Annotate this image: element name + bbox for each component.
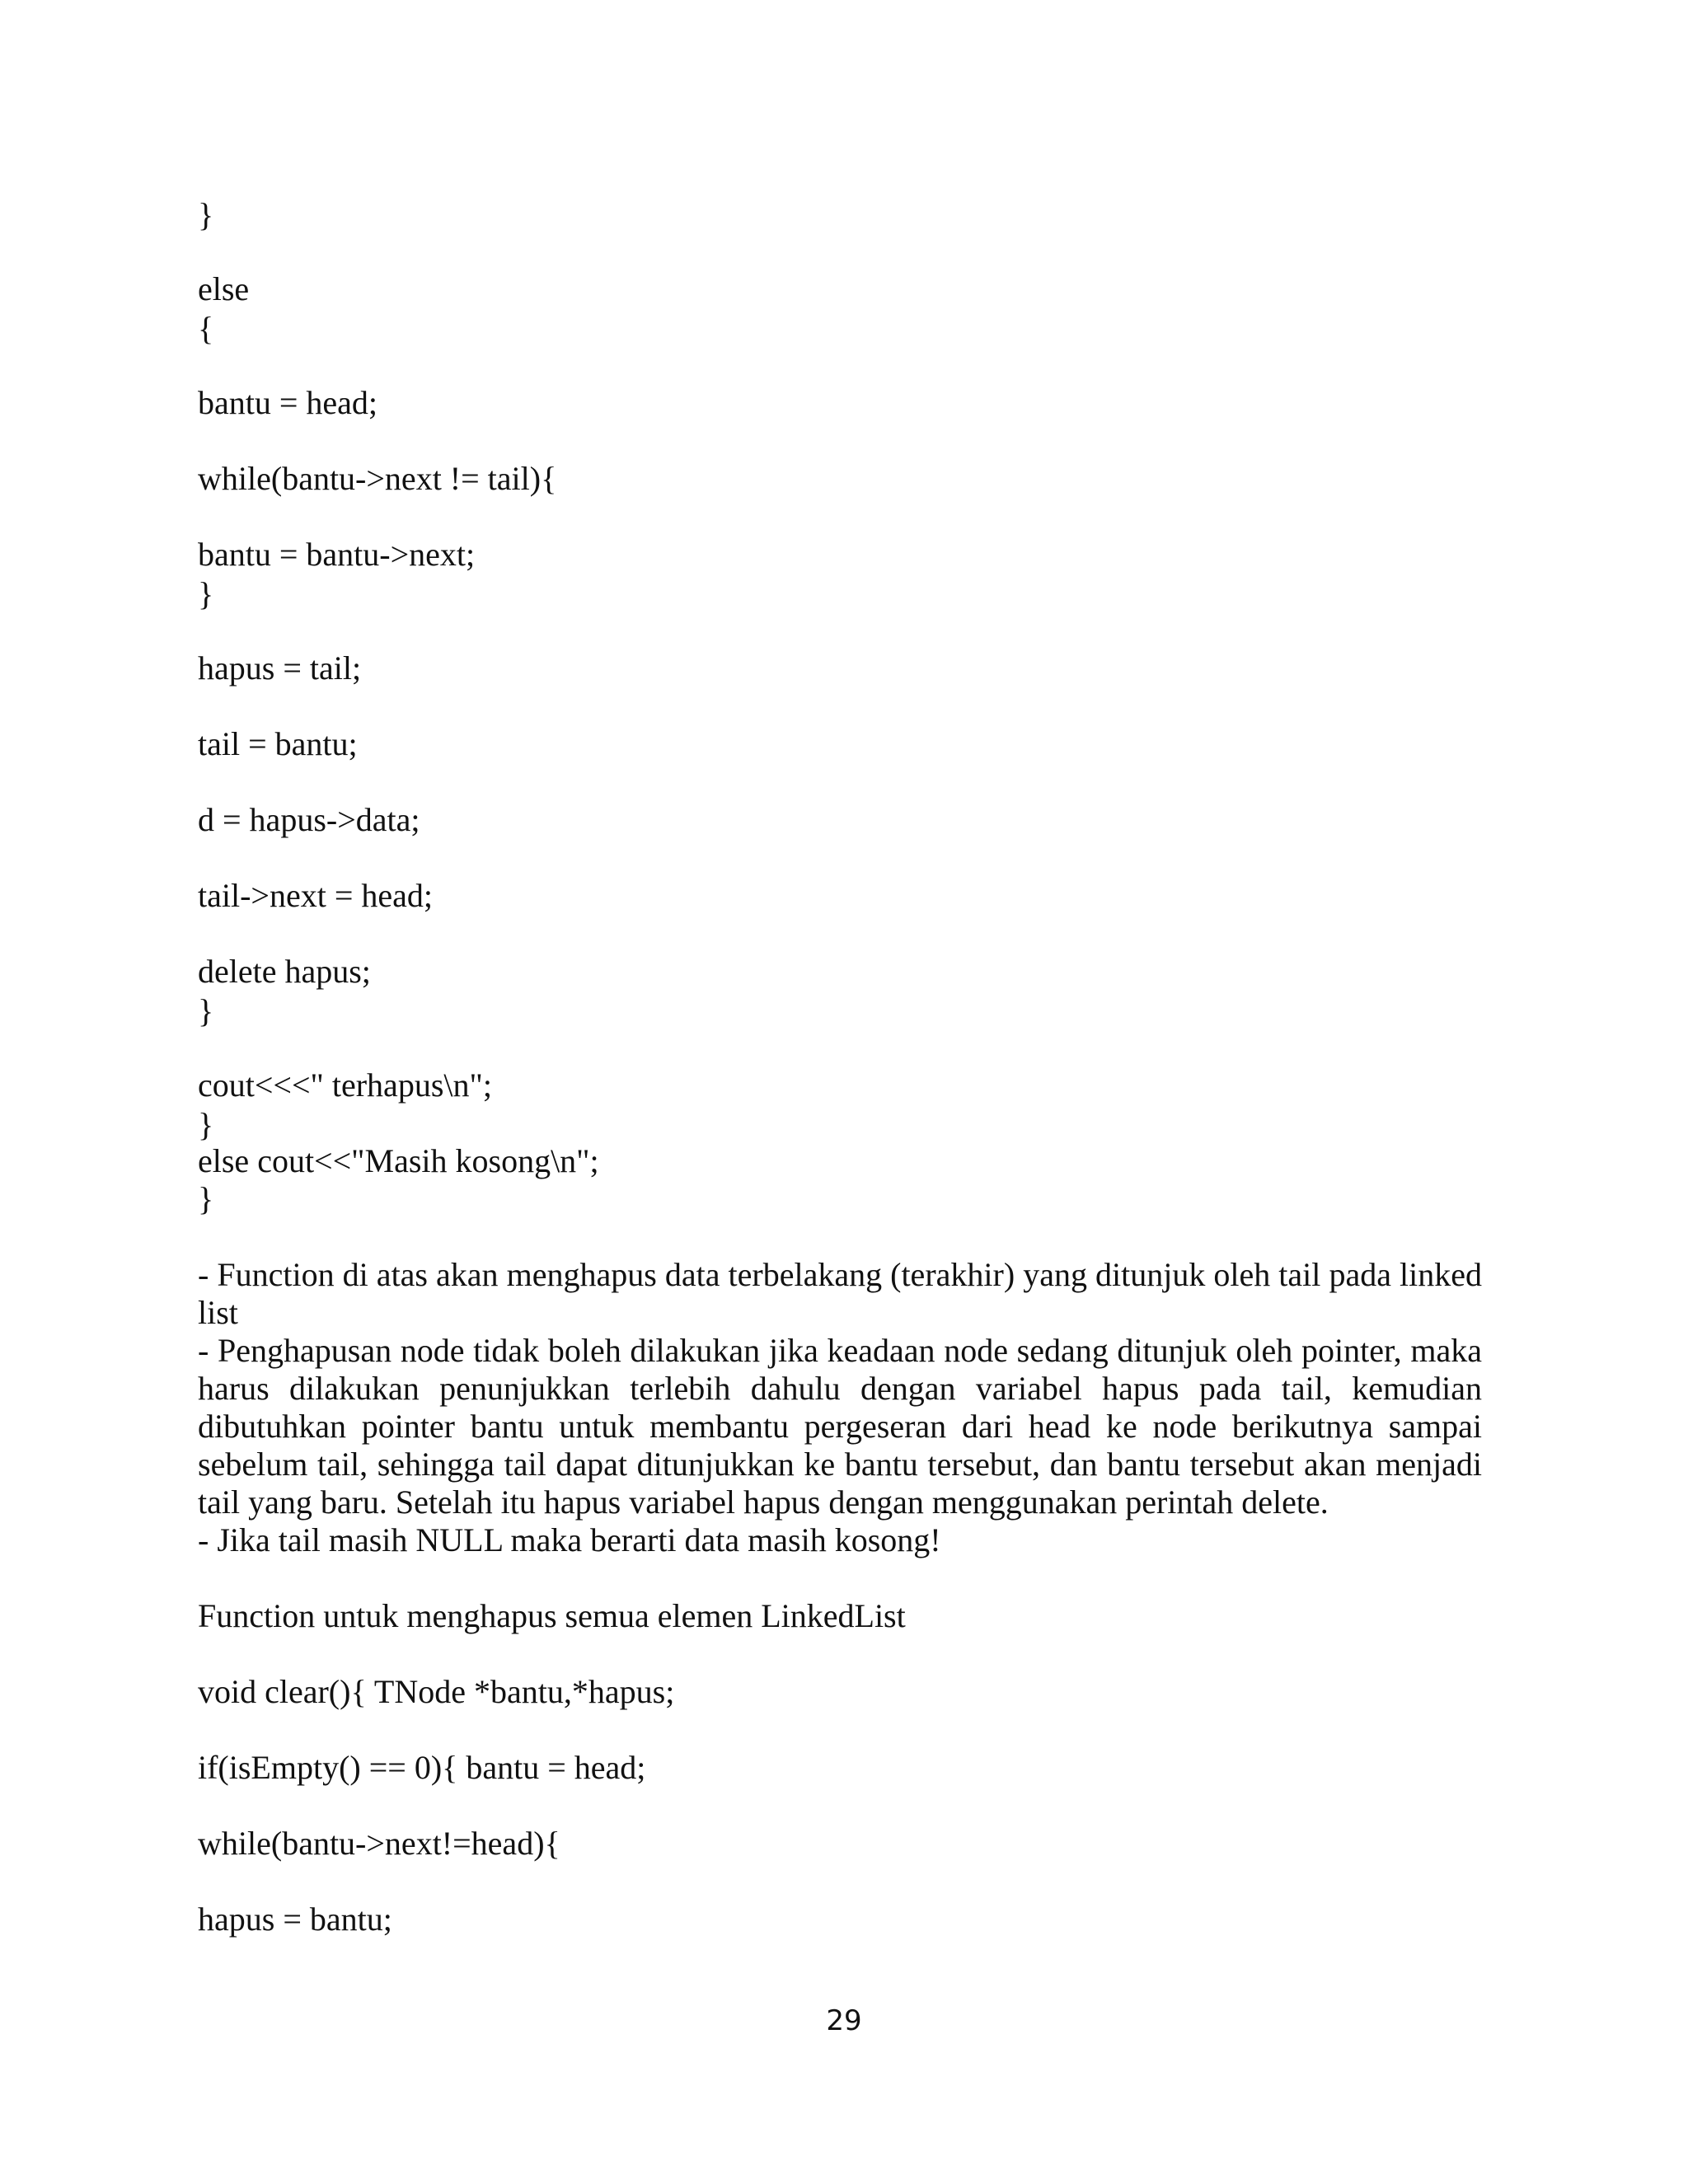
code-line: if(isEmpty() == 0){ bantu = head; bbox=[198, 1749, 646, 1786]
code-line: while(bantu->next!=head){ bbox=[198, 1825, 560, 1862]
code-line: } bbox=[198, 575, 214, 612]
code-line: d = hapus->data; bbox=[198, 801, 420, 838]
code-line: } bbox=[198, 1106, 214, 1143]
code-line: } bbox=[198, 992, 214, 1029]
code-line: { bbox=[198, 310, 214, 347]
section-heading: Function untuk menghapus semua elemen LinkedList bbox=[198, 1597, 906, 1634]
code-line: bantu = bantu->next; bbox=[198, 536, 476, 573]
code-line: void clear(){ TNode *bantu,*hapus; bbox=[198, 1673, 675, 1710]
code-line: hapus = bantu; bbox=[198, 1900, 392, 1938]
code-line: tail = bantu; bbox=[198, 725, 358, 762]
code-line: delete hapus; bbox=[198, 953, 371, 990]
code-line: else bbox=[198, 270, 250, 307]
code-line: cout<<<" terhapus\n"; bbox=[198, 1066, 492, 1104]
code-line: } bbox=[198, 1180, 214, 1217]
code-line: hapus = tail; bbox=[198, 649, 362, 687]
code-line: tail->next = head; bbox=[198, 877, 434, 914]
explanation-item: - Penghapusan node tidak boleh dilakukan jika keadaan node sedang ditunjuk oleh pointer, maka harus dilakukan penunjukkan terlebih dahulu dengan variabel hapus pada tail, kemudian dibutuhkan pointer bantu untuk membantu pergeseran dari head ke node berikutnya sampai sebelum tail, sehingga tail dapat ditunjukkan ke bantu tersebut, dan bantu tersebut akan menjadi tail yang baru. Setelah itu hapus variabel hapus dengan menggunakan perintah delete. bbox=[198, 1332, 1482, 1521]
code-line: bantu = head; bbox=[198, 384, 378, 421]
code-line: while(bantu->next != tail){ bbox=[198, 460, 557, 497]
page-number: 29 bbox=[826, 2004, 862, 2037]
code-line: else cout<<"Masih kosong\n"; bbox=[198, 1142, 599, 1179]
explanation-item: - Function di atas akan menghapus data terbelakang (terakhir) yang ditunjuk oleh tail pada linked list bbox=[198, 1256, 1482, 1331]
code-line: } bbox=[198, 196, 214, 233]
explanation-item: - Jika tail masih NULL maka berarti data masih kosong! bbox=[198, 1521, 941, 1558]
